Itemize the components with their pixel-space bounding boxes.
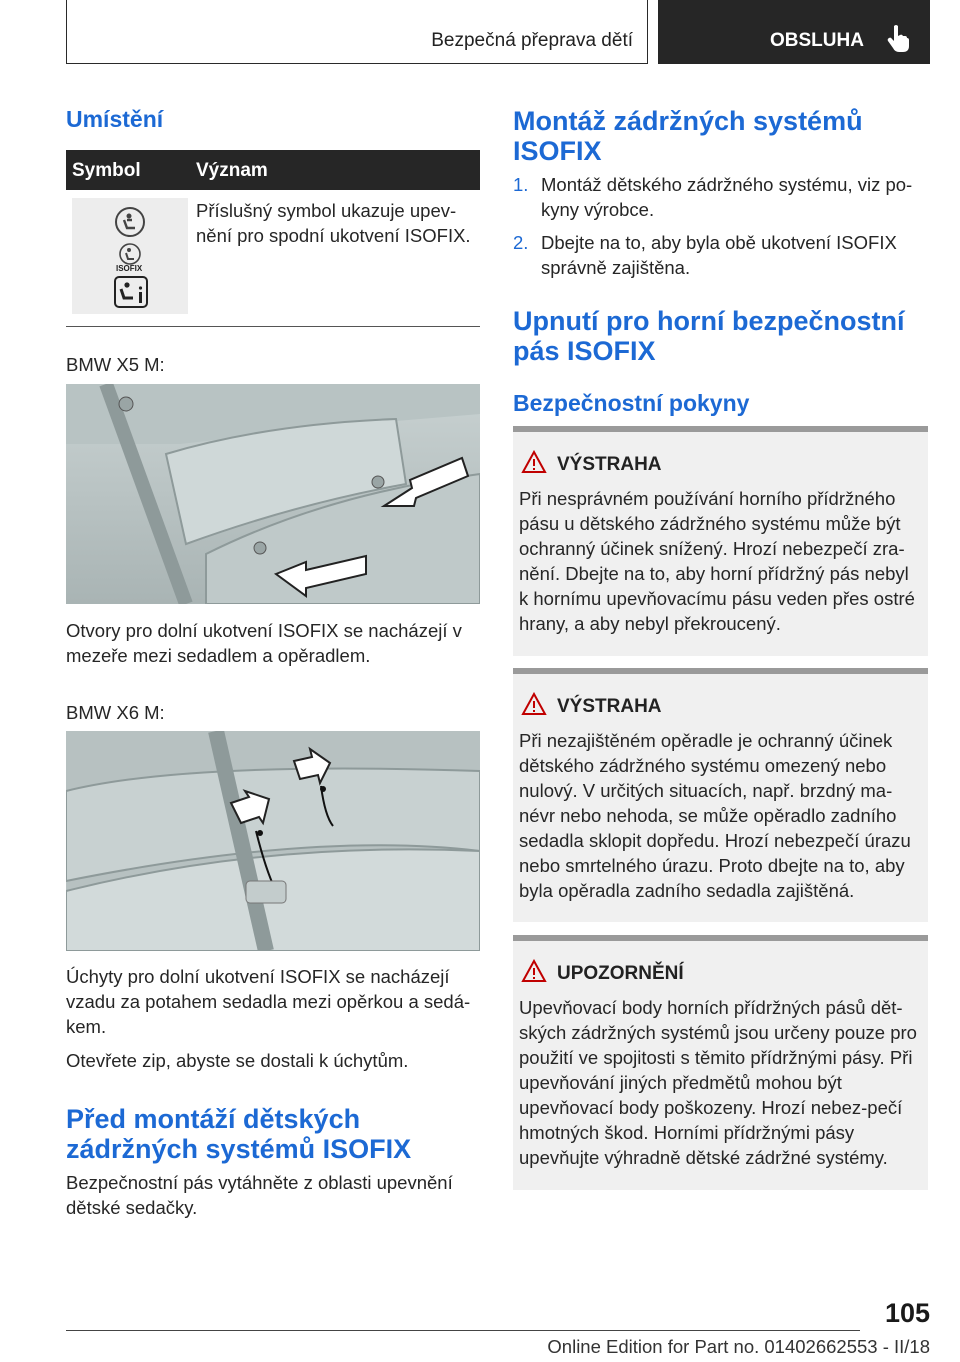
section-title: Bezpečná přeprava dětí (431, 30, 633, 51)
step-2-number: 2. (513, 232, 529, 253)
notice-title: UPOZORNĚNÍ (557, 963, 684, 984)
page-header (66, 0, 930, 64)
warning-title: VÝSTRAHA (557, 696, 662, 717)
x6-label: BMW X6 M: (66, 702, 165, 723)
warning-bar (513, 426, 928, 432)
notice-box (513, 935, 928, 1190)
isofix-symbol-cell (72, 198, 188, 314)
table-bottom-rule (66, 326, 480, 327)
heading-safety-notes: Bezpečnostní pokyny (513, 390, 750, 416)
warning-text: Při nesprávném používání horního přídržného pásu u dětského zádržného systému může být ochranný účinek snížený. Hrozí nebezpečí zra-nění. Dbejte na to, aby horní přídržný pás nebyl k hornímu upevňovacímu pásu veden přes ostré hrany, a aby nebyl překroucený. (519, 488, 915, 634)
symbol-table (66, 150, 480, 190)
x5-label: BMW X5 M: (66, 354, 165, 375)
child-seat-small-icon (118, 242, 142, 266)
heading-before-mounting: Před montáží dětských zádržných systémů ISOFIX (66, 1104, 412, 1164)
page-number: 105 (884, 1298, 930, 1328)
x6-seat-image (66, 731, 480, 951)
table-header (66, 150, 480, 190)
symbol-meaning: Příslušný symbol ukazuje upev- nění pro spodní ukotvení ISOFIX. (196, 200, 471, 246)
col-meaning: Význam (196, 160, 268, 181)
child-seat-icon (114, 206, 146, 238)
col-symbol: Symbol (72, 160, 141, 181)
x6-caption: Úchyty pro dolní ukotvení ISOFIX se nacházejí vzadu za potahem sedadla mezi opěrkou a sedá-kem. (66, 966, 471, 1037)
notice-bar (513, 935, 928, 941)
notice-text: Upevňovací body horních přídržných pásů dět-ských zádržných systémů jsou určeny pouze pro použití ve spojitosti s těmito přídržnými pásy. Při upevňování jiných předmětů mohou být upevňovací body poškozeny. Hrozí nebez-pečí hmotných škod. Horními přídržnými pásy upevňujte výhradně dětské zádržné systémy. (519, 997, 917, 1168)
x6-zip-note: Otevřete zip, abyste se dostali k úchytům. (66, 1050, 409, 1071)
before-mounting-text: Bezpečnostní pás vytáhněte z oblasti upevnění dětské sedačky. (66, 1172, 453, 1218)
notice-triangle-icon (521, 959, 547, 983)
warning-bar (513, 668, 928, 674)
heading-top-tether: Upnutí pro horní bezpečnostní pás ISOFIX (513, 306, 905, 366)
warning-text: Při nezajištěném opěradle je ochranný účinek dětského zádržného systému omezený nebo nulový. V určitých situacích, např. brzdný ma-névr nebo nehoda, se může opěradlo zadního sedadla sklopit dopředu. Hrozí nebezpečí úrazu nebo smrtelného úrazu. Proto dbejte na to, aby byla opěradla zadního sedadla zajištěná. (519, 730, 911, 901)
warning-title: VÝSTRAHA (557, 454, 662, 475)
isofix-seat-icon (114, 276, 148, 308)
heading-mounting: Montáž zádržných systémů ISOFIX (513, 106, 863, 166)
footer-rule (66, 1330, 860, 1331)
header-chapter-tab (658, 0, 930, 64)
warning-triangle-icon (521, 692, 547, 716)
warning-triangle-icon (521, 450, 547, 474)
x5-caption: Otvory pro dolní ukotvení ISOFIX se nacházejí v mezeře mezi sedadlem a opěradlem. (66, 620, 462, 666)
heading-placement: Umístění (66, 106, 164, 132)
step-1-text: Montáž dětského zádržného systému, viz po-kyny výrobce. (541, 174, 913, 220)
isofix-label: ISOFIX (116, 264, 143, 273)
hand-pointer-icon (886, 24, 910, 52)
step-1-number: 1. (513, 174, 529, 195)
chapter-title: OBSLUHA (770, 30, 864, 51)
header-section-tab (66, 0, 648, 64)
x5-seat-image (66, 384, 480, 604)
warning-box-1 (513, 426, 928, 656)
step-2-text: Dbejte na to, aby byla obě ukotvení ISOFIX správně zajištěna. (541, 232, 897, 278)
footer-edition: Online Edition for Part no. 01402662553 - II/18 (547, 1336, 930, 1357)
warning-box-2 (513, 668, 928, 922)
